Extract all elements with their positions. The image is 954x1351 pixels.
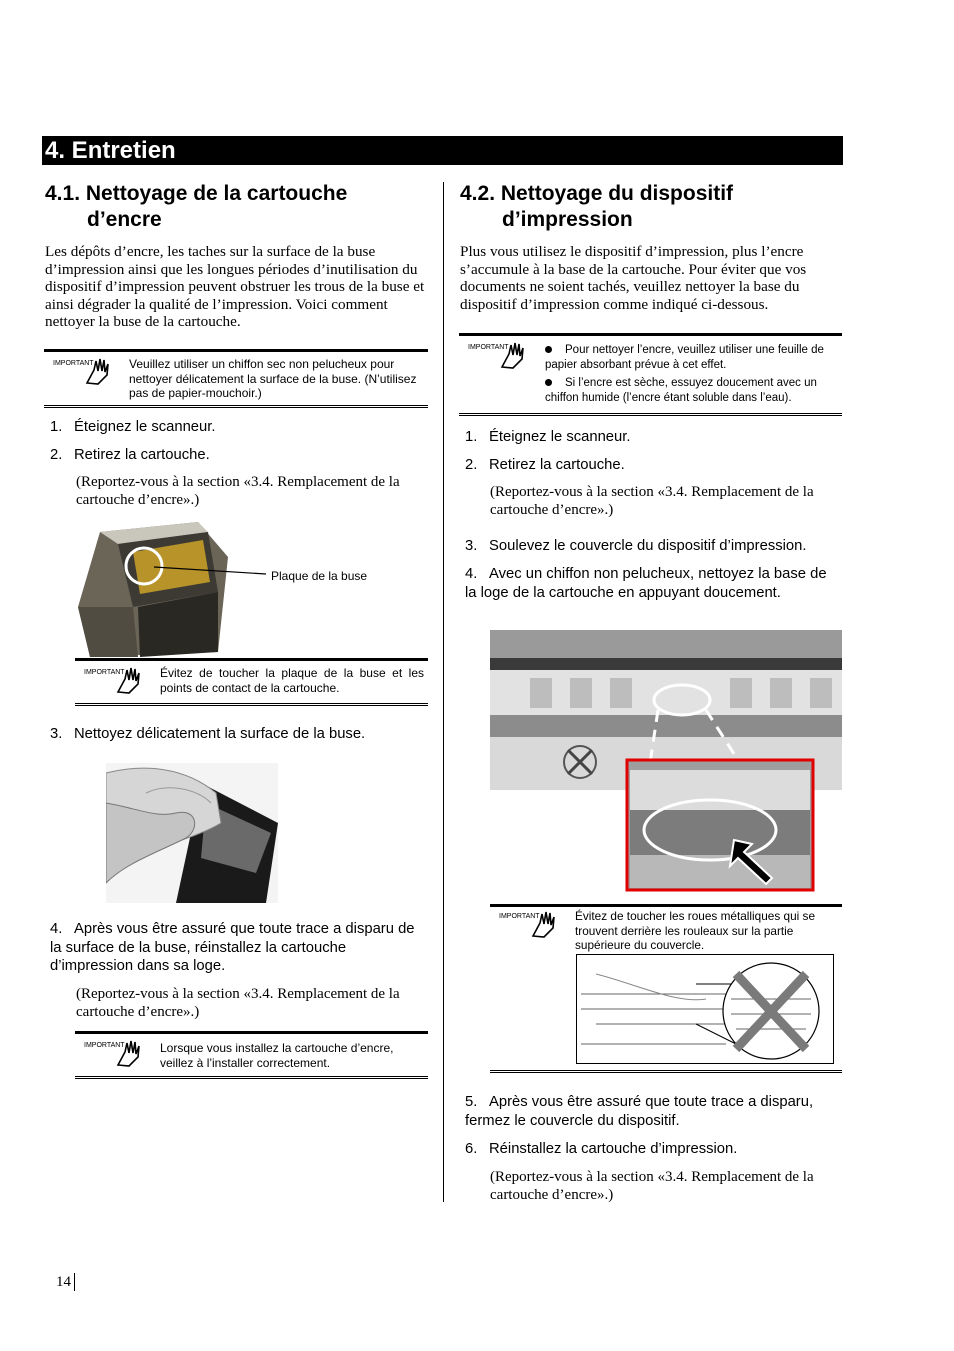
right-step-6 xyxy=(465,1140,842,1159)
important-note-text: Veuillez utiliser un chiffon sec non pelucheux pour nettoyer délicatement la surface de la buse. (N’utilisez pas de papier-mouchoir.) xyxy=(129,357,417,400)
right-step-3 xyxy=(465,537,842,556)
important-note-3 xyxy=(75,1031,428,1079)
section-heading-4-2 xyxy=(460,181,840,233)
step-text: Avec un chiffon non pelucheux, nettoyez la base de la loge de la cartouche en appuyant doucement. xyxy=(465,566,827,601)
bullet-dot-icon xyxy=(545,379,552,386)
right-reference-2: (Reportez-vous à la section «3.4. Remplacement de la cartouche d’encre».) xyxy=(490,1169,814,1203)
right-step-5 xyxy=(465,1093,842,1130)
chapter-title: 4. Entretien xyxy=(45,137,176,164)
step-number: 3. xyxy=(50,726,63,742)
left-reference-2: (Reportez-vous à la section «3.4. Remplacement de la cartouche d’encre».) xyxy=(76,986,400,1020)
left-step-2 xyxy=(50,446,428,465)
nozzle-cleaning-photo xyxy=(106,763,278,903)
important-label: IMPORTANT xyxy=(53,360,94,367)
important-note-text: Évitez de toucher les roues métalliques qui se trouvent derrière les rouleaux sur la partie supérieure du couvercle. xyxy=(575,909,815,952)
important-note-bullets xyxy=(459,333,842,416)
step-number: 1. xyxy=(50,419,63,435)
section-heading-4-1 xyxy=(45,181,425,233)
roller-warning-illustration xyxy=(576,954,834,1064)
important-note-1 xyxy=(44,349,428,408)
section-heading-line1: 4.2. Nettoyage du dispositif xyxy=(460,182,734,205)
right-step-4 xyxy=(465,565,842,602)
left-step-1 xyxy=(50,418,428,437)
step-text: Après vous être assuré que toute trace a disparu de la surface de la buse, réinstallez la cartouche d’impression dans sa loge. xyxy=(50,921,415,974)
intro-paragraph: Les dépôts d’encre, les taches sur la surface de la buse d’impression ainsi que les longues périodes d’inutilisation du dispositif d’impression peuvent obstruer les trous de la buse et ainsi dégrader la qualité de l’impression. Voici comment nettoyer la buse de la cartouche. xyxy=(45,243,425,331)
bullet-text: Pour nettoyer l’encre, veuillez utiliser une feuille de papier absorbant prévue à cet effet. xyxy=(545,344,824,371)
step-text: Éteignez le scanneur. xyxy=(74,419,216,435)
bullet-text: Si l’encre est sèche, essuyez doucement avec un chiffon humide (l’encre étant soluble dans l’eau). xyxy=(545,377,817,404)
important-label: IMPORTANT xyxy=(468,344,509,351)
nozzle-plate-caption: Plaque de la buse xyxy=(271,569,368,583)
bullet-item-2 xyxy=(545,376,835,405)
step-text: Éteignez le scanneur. xyxy=(489,429,631,445)
hand-icon xyxy=(84,356,114,386)
important-label: IMPORTANT xyxy=(84,669,125,676)
important-note-text: Évitez de toucher la plaque de la buse et les points de contact de la cartouche. xyxy=(160,666,424,695)
hand-icon xyxy=(499,340,529,370)
page-number: 14 xyxy=(56,1274,71,1290)
right-step-1 xyxy=(465,428,842,447)
step-number: 1. xyxy=(465,429,478,445)
section-heading-line1: 4.1. Nettoyage de la cartouche xyxy=(45,182,348,205)
step-text: Nettoyez délicatement la surface de la buse. xyxy=(74,726,366,742)
step-text: Retirez la cartouche. xyxy=(74,447,210,463)
step-text: Retirez la cartouche. xyxy=(489,457,625,473)
column-divider xyxy=(443,182,444,1202)
section-heading-line2: d’encre xyxy=(87,208,162,231)
left-step-4 xyxy=(50,920,428,976)
step-number: 2. xyxy=(465,457,478,473)
step-number: 5. xyxy=(465,1094,478,1110)
important-label: IMPORTANT xyxy=(84,1042,125,1049)
important-note-text: Lorsque vous installez la cartouche d’encre, veillez à l’installer correctement. xyxy=(160,1041,394,1070)
page-number-rule xyxy=(74,1273,75,1291)
important-note-2 xyxy=(75,658,428,706)
step-number: 2. xyxy=(50,447,63,463)
hand-icon xyxy=(530,909,560,939)
intro-paragraph: Plus vous utilisez le dispositif d’impression, plus l’encre s’accumule à la base de la cartouche. Pour éviter que vos documents ne soient tachés, veuillez nettoyer la base du dispositif d’impression comme indiqué ci-dessous. xyxy=(460,243,807,313)
step-text: Après vous être assuré que toute trace a disparu, fermez le couvercle du dispositif. xyxy=(465,1094,814,1129)
bullet-item-1 xyxy=(545,343,835,372)
hand-icon xyxy=(115,665,145,695)
step-text: Soulevez le couvercle du dispositif d’impression. xyxy=(489,538,807,554)
important-label: IMPORTANT xyxy=(499,913,540,920)
section-heading-line2: d’impression xyxy=(502,208,633,231)
cartridge-nozzle-image xyxy=(78,522,378,657)
left-reference-1: (Reportez-vous à la section «3.4. Remplacement de la cartouche d’encre».) xyxy=(76,474,400,508)
left-step-3 xyxy=(50,725,428,744)
step-number: 6. xyxy=(465,1141,478,1157)
right-reference-1: (Reportez-vous à la section «3.4. Remplacement de la cartouche d’encre».) xyxy=(490,484,814,518)
printer-base-photo xyxy=(490,630,842,892)
step-text: Réinstallez la cartouche d’impression. xyxy=(489,1141,738,1157)
step-number: 4. xyxy=(465,566,478,582)
right-step-2 xyxy=(465,456,842,475)
hand-icon xyxy=(115,1038,145,1068)
step-number: 4. xyxy=(50,921,63,937)
step-number: 3. xyxy=(465,538,478,554)
bullet-dot-icon xyxy=(545,346,552,353)
